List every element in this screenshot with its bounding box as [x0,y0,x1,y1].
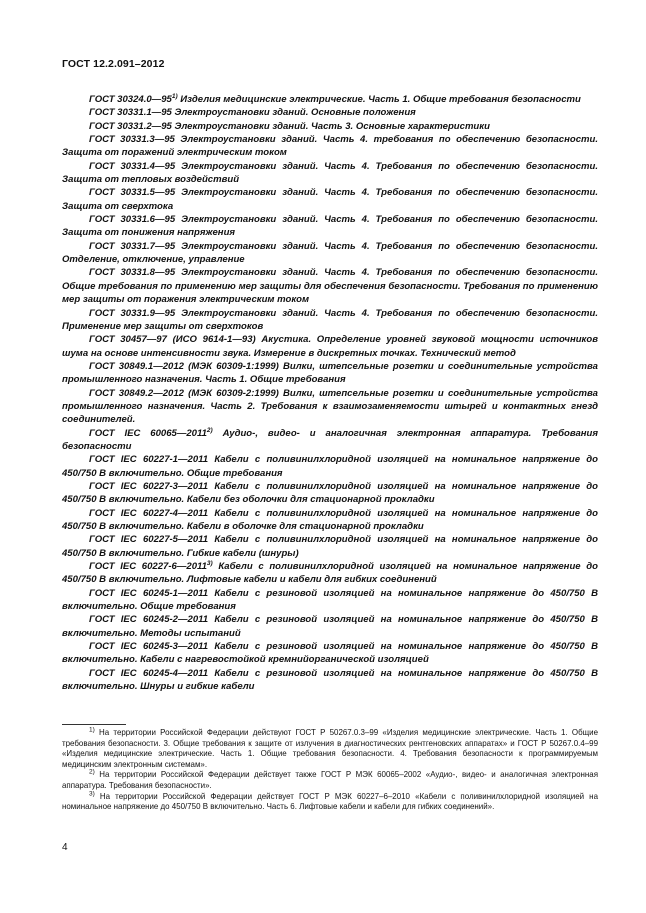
reference-item [62,213,598,240]
reference-title: Кабели с поливинилхлоридной изоляцией на номинальное напряжение до 450/750 В включительно. Гибкие кабели (шнуры) [62,534,598,559]
reference-code: ГОСТ IEC 60065—2011 [89,427,207,439]
reference-item [62,307,598,334]
reference-title: Вилки, штепсельные розетки и соединительные устройства промышленного назначения. Часть 2. Требования к взаимозаменяемости штырей и контактных гнезд соединителей. [62,387,598,426]
reference-code: ГОСТ IEC 60245-4—2011 [89,667,209,679]
reference-code: ГОСТ IEC 60245-3—2011 [89,641,209,653]
reference-item [62,587,598,614]
reference-code: ГОСТ 30849.2—2012 (МЭК 60309-2:1999) [89,387,279,399]
reference-code: ГОСТ 30331.9—95 [89,307,176,319]
footnote [62,728,598,770]
footnote-mark: 3) [89,789,95,797]
footnote-text: На территории Российской Федерации действует ГОСТ Р МЭК 60227–6–2010 «Кабели с поливинилхлоридной изоляцией на номинальное напряжение до 450/750 В включительно. Часть 6. Лифтовые кабели и кабели для гибких соединений». [62,791,598,812]
reference-item [62,667,598,694]
reference-code: ГОСТ 30331.5—95 [89,187,176,199]
reference-item [62,133,598,160]
reference-code: ГОСТ IEC 60245-2—2011 [89,614,209,626]
reference-title: Кабели с резиновой изоляцией на номинальное напряжение до 450/750 В включительно. Шнуры и гибкие кабели [62,667,598,693]
reference-title: Акустика. Определение уровней звуковой мощности источников шума на основе интенсивности звука. Измерение в дискретных точках. Технический метод [62,334,598,359]
footnote-separator [62,724,126,725]
reference-code: ГОСТ 30331.1—95 [89,107,172,119]
reference-item [62,186,598,213]
reference-item [62,427,598,454]
reference-item [62,640,598,667]
reference-title: Электроустановки зданий. Основные положения [171,107,416,119]
reference-title: Электроустановки зданий. Часть 3. Основные характеристики [171,120,490,132]
reference-title: Кабели с поливинилхлоридной изоляцией на номинальное напряжение до 450/750 В включительно. Лифтовые кабели и кабели для гибких соединений [62,561,598,586]
reference-title: Кабели с резиновой изоляцией на номинальное напряжение до 450/750 В включительно. Общие требования [62,587,598,613]
reference-title: Кабели с поливинилхлоридной изоляцией на номинальное напряжение до 450/750 В включительно. Общие требования [62,454,598,479]
reference-item [62,480,598,507]
reference-title: Электроустановки зданий. Часть 4. Требования по обеспечению безопасности. Защита от понижения напряжения [62,214,598,239]
reference-item [62,160,598,187]
reference-item [62,106,598,119]
reference-item [62,266,598,306]
reference-title: Электроустановки зданий. Часть 4. Требования по обеспечению безопасности. Защита от тепловых воздействий [62,160,598,186]
footnote-text: На территории Российской Федерации действует также ГОСТ Р МЭК 60065–2002 «Аудио-, видео- и аналогичная электронная аппаратура. Требования безопасности». [62,770,598,790]
reference-code: ГОСТ IEC 60245-1—2011 [89,587,209,599]
reference-code: ГОСТ 30331.4—95 [89,160,176,172]
reference-code: ГОСТ IEC 60227-6—2011 [89,561,207,573]
footnote [62,770,598,791]
footnote-mark: 2) [206,426,213,434]
footnote-mark: 1) [171,92,178,100]
page-number: 4 [62,842,68,853]
reference-code: ГОСТ 30331.8—95 [89,267,176,279]
reference-code: ГОСТ 30331.7—95 [89,240,176,252]
reference-code: ГОСТ 30331.2—95 [89,120,172,132]
reference-code: ГОСТ IEC 60227-5—2011 [89,534,209,546]
footnote [62,789,598,813]
reference-code: ГОСТ 30331.3—95 [89,134,175,146]
reference-code: ГОСТ IEC 60227-1—2011 [89,454,209,466]
reference-title: Вилки, штепсельные розетки и соединительные устройства промышленного назначения. Часть 1. Общие требования [62,360,598,386]
reference-code: ГОСТ 30324.0—95 [89,94,172,105]
reference-code: ГОСТ 30849.1—2012 (МЭК 60309-1:1999) [89,360,279,372]
reference-item [62,333,598,360]
reference-title: Электроустановки зданий. Часть 4. требования по обеспечению безопасности. Защита от поражений электрическим током [62,134,598,159]
reference-title: Электроустановки зданий. Часть 4. Требования по обеспечению безопасности. Отделение, отключение, управление [62,240,598,266]
footnote-mark: 1) [89,726,95,734]
reference-title: Изделия медицинские электрические. Часть 1. Общие требования безопасности [177,94,581,105]
reference-code: ГОСТ IEC 60227-3—2011 [89,480,209,492]
footnote-mark: 2) [89,768,95,776]
reference-title: Аудио-, видео- и аналогичная электронная аппаратура. Требования безопасности [62,427,598,452]
reference-item [62,387,598,427]
reference-code: ГОСТ IEC 60227-4—2011 [89,507,209,519]
reference-title: Электроустановки зданий. Часть 4. Требования по обеспечению безопасности. Общие требования по применению мер защиты для обеспечения безопасности. Требования по применению мер защиты от поражения электрическим током [62,267,598,306]
reference-title: Кабели с поливинилхлоридной изоляцией на номинальное напряжение до 450/750 В включительно. Кабели в оболочке для стационарной прокладки [62,507,598,532]
reference-code: ГОСТ 30457—97 (ИСО 9614-1—93) [89,334,256,346]
reference-item [62,507,598,534]
reference-item [62,120,598,133]
normative-references-list [62,93,598,693]
reference-item [62,240,598,267]
reference-title: Кабели с резиновой изоляцией на номинальное напряжение до 450/750 В включительно. Методы испытаний [62,614,598,639]
reference-item [62,360,598,387]
reference-title: Электроустановки зданий. Часть 4. Требования по обеспечению безопасности. Применение мер защиты от сверхтоков [62,307,598,332]
reference-item [62,93,598,106]
footnote-text: На территории Российской Федерации действуют ГОСТ Р 50267.0.3–99 «Изделия медицинские электрические. Часть 1. Общие требования безопасности. 3. Общие требования к защите от излучения в диагностических рентгеновских аппаратах» и ГОСТ Р 50267.0.4–99 «Изделия медицинские электрические. Часть 1. Общие требования безопасности. 4. Требования безопасности к программируемым медицинским электронным системам». [62,728,598,769]
reference-title: Кабели с поливинилхлоридной изоляцией на номинальное напряжение до 450/750 В включительно. Кабели без оболочки для стационарной прокладки [62,480,598,506]
reference-title: Кабели с резиновой изоляцией на номинальное напряжение до 450/750 В включительно. Кабели с нагревостойкой кремнийорганической изоляцией [62,641,598,666]
page-header-title: ГОСТ 12.2.091–2012 [62,58,165,70]
reference-item [62,560,598,587]
reference-code: ГОСТ 30331.6—95 [89,214,176,226]
reference-item [62,613,598,640]
reference-item [62,533,598,560]
footnotes [62,728,598,813]
footnote-mark: 3) [206,559,213,567]
reference-item [62,453,598,480]
reference-title: Электроустановки зданий. Часть 4. Требования по обеспечению безопасности. Защита от сверхтока [62,187,598,212]
